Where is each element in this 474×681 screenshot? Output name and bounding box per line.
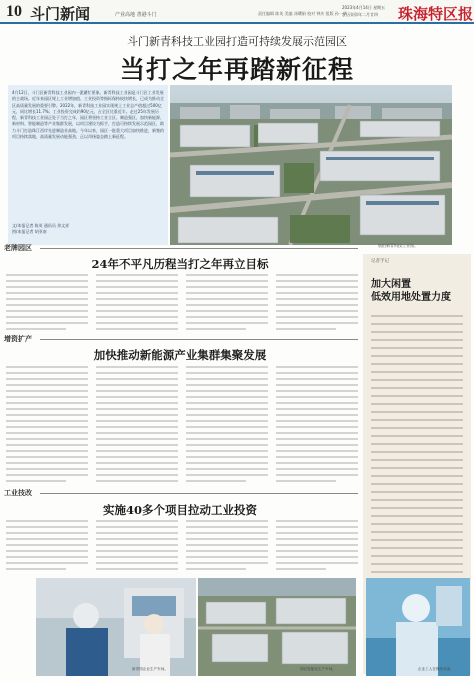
main-headline: 当打之年再踏新征程: [119, 55, 354, 84]
section-rule-1: [40, 248, 358, 249]
section-headline-2: 加快推动新能源产业集群集聚发展: [93, 348, 267, 362]
caption-right: 企业工人在操作设备。: [418, 667, 454, 671]
sidebar-tag: 记者手记: [371, 259, 389, 264]
section-slogan: 产业高地 善港斗门: [115, 12, 157, 18]
section-1-body: [6, 272, 358, 334]
factory-aerial-photo: [198, 578, 356, 676]
lunar-date: 农历癸卯年二月廿四: [342, 12, 378, 17]
newspaper-brand: 珠海特区报: [398, 5, 474, 23]
caption-mid: 园区智能化生产车间。: [300, 667, 336, 671]
lead-byline: 文/本报记者 陈英 通讯员 余文祥 图/本报记者 胡亚南: [12, 223, 70, 234]
section-2-body: [6, 364, 358, 488]
masthead: [0, 0, 474, 24]
caption-left: 新青园企业生产车间。: [132, 667, 168, 671]
section-label-1: 老牌园区: [4, 244, 32, 252]
section-name: 斗门新闻: [30, 5, 91, 23]
aerial-park-photo: [170, 85, 452, 245]
section-label-2: 增资扩产: [4, 335, 32, 343]
section-headline-3: 实施40多个项目拉动工业投资: [102, 503, 257, 517]
section-rule-3: [40, 493, 358, 494]
section-rule-2: [40, 339, 358, 340]
workshop-photo-left: [36, 578, 196, 676]
sidebar-title: 加大闲置 低效用地处置力度: [371, 279, 451, 303]
section-headline-1: 24年不平凡历程当打之年再立目标: [91, 257, 269, 271]
section-label-3: 工业技改: [4, 489, 32, 497]
page-number: 10: [6, 3, 22, 20]
staff-credits: 责任编辑 陈英 美编 汤曙娟 校对 钟庆 组版 孙一华: [258, 11, 347, 16]
worker-photo-right: [366, 578, 470, 676]
lead-intro-text: 4月12日，斗门区新青科技工业园内一派繁忙景象。新青科技工业园是斗门区工业发展的主战场，近年来园区规上工业增加值、工业投资等指标保持较快增长，已成为推动全区高质量发展的重要引擎。2022年，新青科技工业园实现规上工业总产值超过500亿元，同比增长11.7%；工业投资完成约90亿元，占全区比重近半。走过25年发展历程，新青科技工业园正处于当打之年，园区将坚持工业立区、制造强区，加快新能源、新材料、智能制造等产业集群发展，以项目建设为抓手，打造可持续发展示范园区，助力斗门打造珠江西岸先进制造业高地。今年以来，园区一批重大项目加快推进，新签约项目持续落地，高质量发展动能强劲，正以昂扬姿态踏上新征程。: [12, 90, 164, 140]
main-photo-caption: 航拍新青科技工业园。: [378, 243, 418, 248]
issue-date: 2023年4月14日 星期五: [342, 5, 386, 10]
section-3-body: [6, 518, 358, 576]
kicker-headline: 斗门新青科技工业园打造可持续发展示范园区: [127, 35, 347, 48]
